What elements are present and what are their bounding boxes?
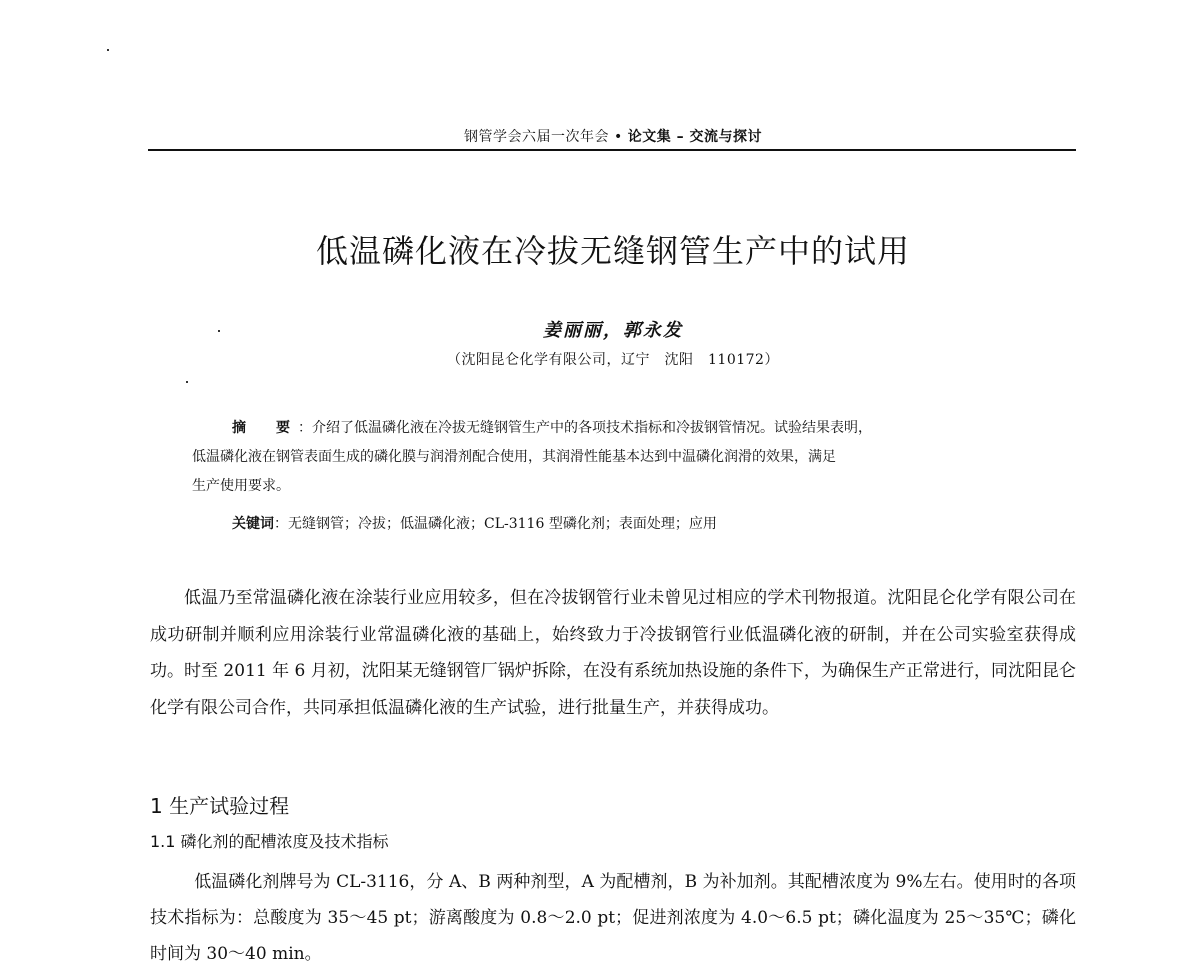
section-1-1-heading: 1.1 磷化剂的配槽浓度及技术指标	[150, 832, 389, 851]
paper-authors: 姜丽丽，郭永发	[543, 320, 683, 341]
abstract-label: 摘 要	[232, 420, 298, 436]
section-1-1-paragraph: 低温磷化剂牌号为 CL-3116，分 A、B 两种剂型，A 为配槽剂，B 为补加剂。其配槽浓度为 9%左右。使用时的各项技术指标为：总酸度为 35～45 pt；游离酸度为 0.8～2.0 pt；促进剂浓度为 4.0～6.5 pt；磷化温度为 25～35℃；磷化时间为 30～40 min。	[150, 872, 1076, 964]
abstract-line-2: 低温磷化液在钢管表面生成的磷化膜与润滑剂配合使用，其润滑性能基本达到中温磷化润滑的效果，满足	[192, 449, 836, 465]
header-conference: 钢管学会六届一次年会 •	[464, 129, 623, 145]
abstract-text-1: ：介绍了低温磷化液在冷拔无缝钢管生产中的各项技术指标和冷拔钢管情况。试验结果表明，	[298, 420, 872, 436]
section-1-heading: 1 生产试验过程	[150, 794, 290, 818]
intro-paragraph: 低温乃至常温磷化液在涂装行业应用较多，但在冷拔钢管行业未曾见过相应的学术刊物报道。沈阳昆仑化学有限公司在成功研制并顺利应用涂装行业常温磷化液的基础上，始终致力于冷拔钢管行业低温磷化液的研制，并在公司实验室获得成功。时至 2011 年 6 月初，沈阳某无缝钢管厂锅炉拆除，在没有系统加热设施的条件下，为确保生产正常进行，同沈阳昆仑化学有限公司合作，共同承担低温磷化液的生产试验，进行批量生产，并获得成功。	[150, 588, 1076, 718]
keywords-label: 关键词	[232, 516, 274, 532]
abstract-line-3: 生产使用要求。	[192, 478, 290, 494]
scan-speck	[186, 381, 188, 383]
author-affiliation: （沈阳昆仑化学有限公司，辽宁 沈阳 110172）	[447, 352, 779, 368]
abstract-block	[192, 414, 1032, 501]
scan-speck	[107, 49, 109, 51]
keywords-text: ：无缝钢管；冷拔；低温磷化液；CL-3116 型磷化剂；表面处理；应用	[274, 516, 717, 532]
paper-title: 低温磷化液在冷拔无缝钢管生产中的试用	[315, 232, 910, 270]
keywords-block	[232, 512, 1032, 536]
running-header	[150, 126, 1076, 146]
abstract-line-1	[192, 414, 1032, 443]
header-divider	[148, 149, 1076, 151]
header-section: 论文集 – 交流与探讨	[627, 129, 762, 145]
